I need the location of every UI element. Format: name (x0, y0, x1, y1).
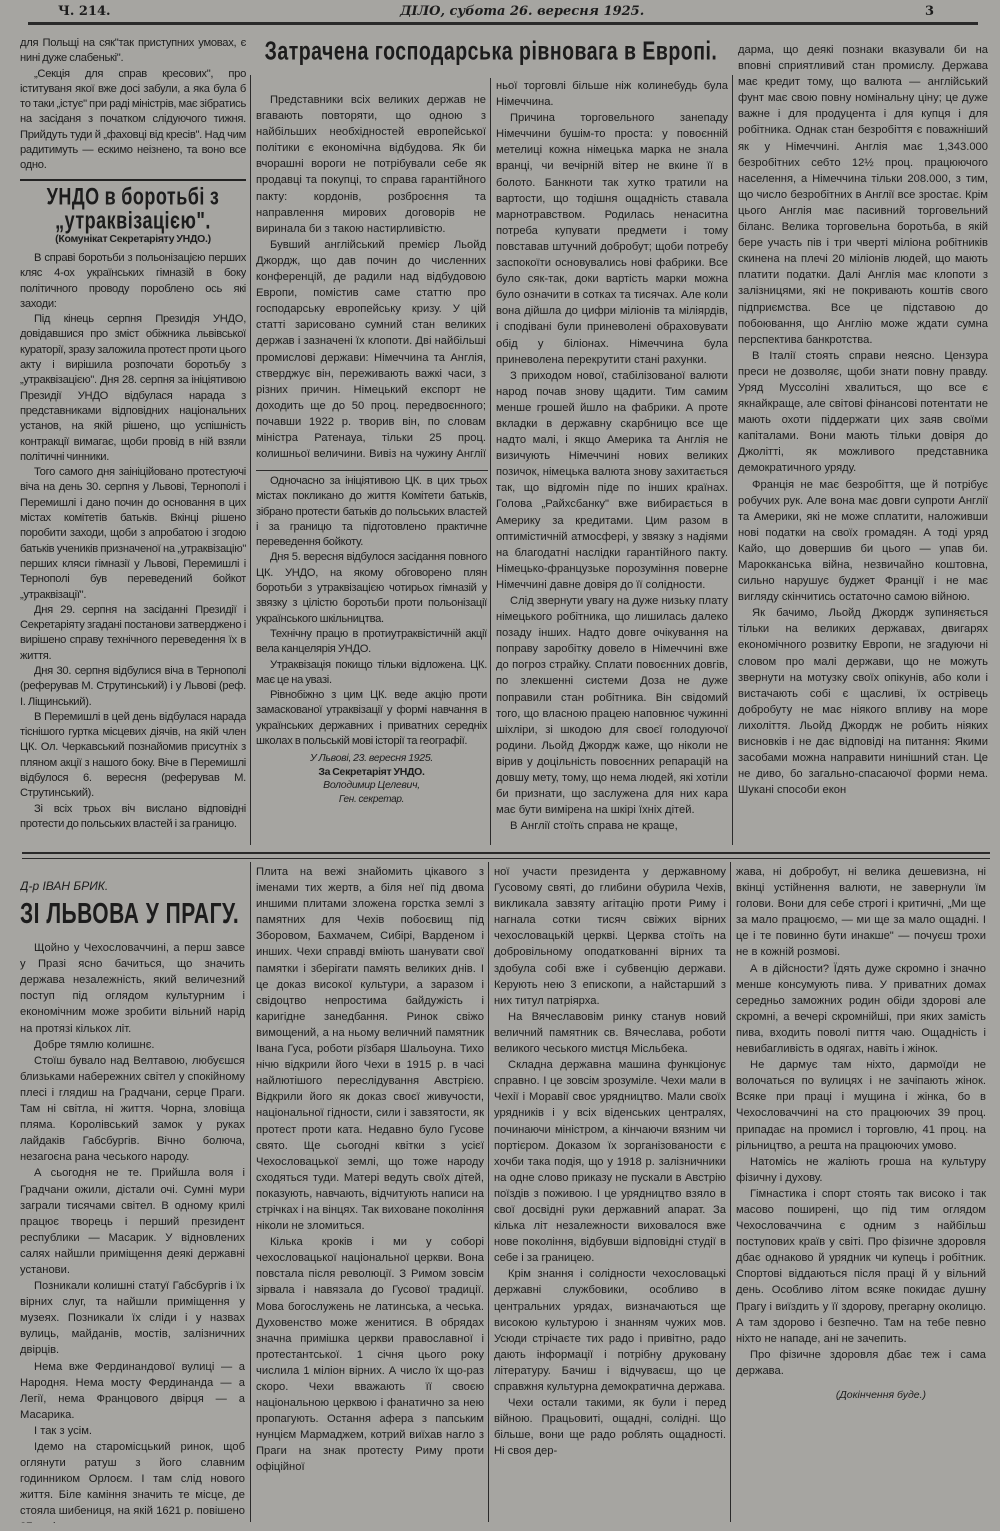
issue-number: Ч. 214. (58, 4, 111, 19)
section-divider (256, 470, 488, 471)
page-number: 3 (925, 4, 935, 19)
column-top-1: для Польщі на сяк"так приступних умовах, є нині дуже слабенькі". „Секція для справ кресових", про іституваня якої вже досі забули, а яка була б то таки „істує" при раді міністрів, має зібратись на засіданя з початком слідуючого тижня. Прийдуть туди й „фаховці від кресів". Над чим радитимуть — ескимо неізнено, та воно все одно. УНДО в боротьбі з „утраквізацією". (Комунікат Секретаріяту УНДО.) В справі боротьби з польонізацією перших кляс 4-ох українських гімназій в боку політичного проводу пороблено ось які заходи: Під кінець серпня Президія УНДО, довідавшися про зміст обіжника львівської кураторії, зразу заложила протест проти цього акту і вирішила розпочати боротьбу з „утраквізацією". Дня 28. серпня за ініціятивою Президії УНДО відбулася нарада з представниками відповідних національних установ, на якій рішено, що успішність контракції вимагає, щоби провід в ній взяли політичні чинники. Того самого дня заініційовано протестуючі віча на день 30. серпня у Львові, Тернополі і Перемишлі і дано почин до основання в цих містах комітетів батьків. Вкінці рішено поробити заходи, щоби з апробатою і згодою батьків учеників призначеної на „утраквізацію" перших кляси гімназії у Львові, Перемишлі і Тернополі був переведений бойкот „утраквізації". Дня 29. серпня на засіданні Президії і Секретаріяту згадані постанови затверджено і вирішено справу технічного переведення їх в життя. Дня 30. серпня відбулися віча в Тернополі (реферував М. Струтинський) і у Львові (реф. І. Ліщинський). В Перемишлі в цей день відбулася нарада тіснішого гуртка місцевих діячів, на якій член ЦК. Ол. Черкавський познайомив присутніх з пляном акції з нашого боку. Віче в Перемишлі відбулося 6. вересня (реферував М. Струтинський). Зі всіх трьох віч вислано відповідні протести до польських властей і за границю. (20, 37, 246, 830)
prev-article-tail: для Польщі на сяк"так приступних умовах, є нині дуже слабенькі". „Секція для справ кресових", про іституваня якої вже досі забули, а яка була б то таки „істує" при раді міністрів, має зібратись на засіданя з початком слідуючого тижня. Прийдуть туди й „фаховці від кресів". Над чим радитимуть — ескимо неізнено, та воно все одно. (20, 37, 246, 172)
signer: Володимир Целевич, (323, 779, 420, 792)
prague-column-1: Д-р ІВАН БРИК. ЗІ ЛЬВОВА У ПРАГУ. Щойно у Чехословаччині, а перш завсе у Празі ясно бачиться, що значить держава незалежність, який величезний поступ під оглядом культурним і економічним може зробити вільний нарід на протязі кількох літ. Добре тямлю колишнє. Стоїш бувало над Велтавою, любуєшся близьками набережних світел у спокійному плесі і глядиш на Градчани, серце Праги. Там ні світла, ні життя. Чорна, зловіща пляма. Королівський замок у руках лайдаків Габсбургів. Вічно болюча, незагоєна рана чеського народу. А сьогодня не те. Прийшла воля і Градчани ожили, дістали очі. Сумні мури заграли тисячами світел. В одному крилі працює творець і перший президент республики — Масарик. У відновлених салях найшли приміщення деякі державні установи. Позникали колишні статуї Габсбургів і їх вірних слуг, та найшли приміщення у музеях. Позникали їх сліди і у назвах вулиць, майданів, мостів, залізничних двірців. Нема вже Фердинандової вулиці — а Народня. Нема мосту Фердинанда — а Легії, нема Францового двірця — а Масарика. І так з усім. Ідемо на старомісцький ринок, щоб оглянути ратуш з його славним годинником Орлоєм. І там слід нового життя. Біле каміння значить те місце, де стояла шибениця, на якій 1621 р. повішено (20, 879, 245, 1518)
masthead: ДІЛО, субота 26. вересня 1925. (400, 4, 645, 19)
europe-column-3: дарма, що деякі познаки вказували би на вповні сприятливий стан промислу. Держава має кредит тому, що валюта — англійський фунт має свою повну номінальну ціну; це дуже важне і для продуцента і для купця і для робітника. Однак стан безробіття є поважніший як у Німеччині. Англія має 1,343.000 безробітних себто 12½ проц. працюючого населення, а Німеччина тільки 208.000, з тим, що число безробітних в Англії все зростає. Крім цього Англія має пасивний торговельний біланс. Велика торговельна боротьба, в якій бере участь пів і три чверті міліона робітників скинена на плечі 20 міліонів людей, що мають платити податки. Далі Англія має клопоти з залізницями, які не покривають коштів свого підприємства. Все це підставою до побоювання, що Англію може ждати сумна перспектива банкротства. В Італії стоять справи неясно. Цензура преси не дозволяє, щоби знати повну правду. Уряд Муссоліні хвалиться, що все є якнайкраще, але світові фінансові потентати не мають охоти піддержати цих заяв своїми капіталами. Вони мають тільки довіря до Джолітті, як можливого представника демократичного уряду. Франція не має безробіття, ще й потрібує робучих рук. Але вона має довги супроти Англії та Америки, які не може сплатити, наложивши нові податки на своїх громадян. А тоді уряд Кайо, що довершив би цього — упав би. Марокканська війна, незвичайно коштовна, сильно нарушує буджет Франції і не має вигляду скінчитись остаточно самою війною. Як бачимо, Льойд Джордж зупиняється тільки на великих державах, двигарях економічного розвитку Европи, не згадуючи ні словом про малі держави, що не можуть звернути на мотузку своїх опікунів, або коли і вистачають собі є щасливі, їх острівець добробуту не має ніякого впливу на море лихоліття. Льойд Джордж не робить ніяких висновків і не дає відповіді на питання: Якими засобами можна направити нинішний стан. Це не диво, бо загально-спасаючої форми нема. Шукані способи екон (738, 44, 988, 797)
undo-article-subtitle: (Комунікат Секретаріяту УНДО.) (55, 232, 211, 245)
prague-article-title: ЗІ ЛЬВОВА У ПРАГУ. (20, 898, 240, 930)
signed-for: За Секретаріят УНДО. (318, 765, 425, 778)
europe-column-1: Представники всіх великих держав не вгавають повторяти, що одною з найбільших необхідностей европейської політики є економічна відбудова. Як би вчорашні вороги не потрібували себе як продавці та покупці, то справа гарантійного пакту: кордонів, розброєння та направлення мирових договорів не виринала би з такою настирливістю. Бувший англійський премієр Льойд Джордж, що дав почин до численних конференцій, де радили над відбудовою Европи, помістив саме статтю про господарську европейську кризу. У цій статті зарисовано сумний стан великих держав і зазначені їх клопоти. Дві найбільші промислові держави: Німеччина та Англія, стверджує він, переживають важкі часи, з різних причин. Німецький експорт не доходить ще до 50 проц. передвоєнного; почавши 1922 р. творив він, по словам міністра Ратенауа, тільки 25 проц. колишньої величини. Вивіз на чужину Англії (256, 94, 486, 461)
prague-column-3: ної участи президента у державному Гусовому святі, до глибини обурила Чехів, викликала завзяту агітацію проти Риму і нагнала сотки тисяч свіжих вірних чехословацькій церкві. Церква стоїть на добровільному оподаткованні вірних та здобула собі вже і субвенцію держави. Керують нею 3 епископи, а найстарший з них титул патріярха. На Вячеславовім ринку станув новий величний памятник св. Вячеслава, роботи великого чеського мистця Місльбека. Складна державна машина функціонує справно. І це зовсім зрозуміле. Чехи мали в Чехії і Моравії своє урядництво. Мали своїх урядників і у всіх віденських централях, починаючи міністром, а кінчаючи вязним чи портієром. Доказом їх зорганізованости є хочби така подія, що у 1918 р. залізничники на одне слово приказу не пускали в Австрію поїздів з поживою. І це урядництво взяло в свої досвідні руки державний апарат. За кілька літ незалежности виховалося вже нове покоління, відбувши відповідні студії в себе і за границею. Крім знання і солідности чехословацькі державні службовики, особливо в центральних урядах, визначаються ще високою культурою і знанням чужих мов. Усюди стрічаєте тих радо і привітно, радо дають інформації і потрібну друковану літературу. Бачиш і відчуваєш, що це справжня культурна демократична держава. Чехи остали такими, як були і перед війною. Працьовиті, ощадні, солідні. Що більше, вони ще радо роблять ощадності. Ні своя дер- (494, 866, 726, 1458)
column-divider (250, 75, 251, 845)
signer-role: Ген. секретар. (338, 793, 405, 805)
undo-continuation: Одночасно за ініціятивою ЦК. в цих трьох містах покликано до життя Комітети батьків, зібрано протести батьків до польських властей і за границю та підготовлено практичне переведення бойкоту. Дня 5. вересня відбулося засідання повного ЦК. УНДО, на якому обговорено плян боротьби з утраквізацією чотирьох гімназій у звязку з цілістю боротьби проти польонізації українського шкільництва. Технічну працю в протиутраквістичній акції вела канцелярія УНДО. Утраквізація покищо тільки відложена. ЦК. має це на увазі. Рівнобіжно з цим ЦК. веде акцію проти замаскованої утраквізації у формі навчання в українських державних і приватних середніх школах в польській мові історії та географії. У Львові, 23. вересня 1925. За Секретаріят УНДО. Володимир Целевич, Ген. секретар. (256, 475, 487, 805)
prague-column-4: жава, ні добробут, ні велика дешевизна, ні вкінці устійнення валюти, не завернули їм голови. Вони для себе строгі і критичні, „Ми ще за мало працюємо, — ми ще за мало ощадні. І це і те повинно бути инакше" — почуєш трохи не в кожній розмові. А в дійсности? Їдять дуже скромно і значно менше консумують пива. У приватних домах середньо заможних родин обіди здорові але скромні, а вечері скромнійші, при яких замість пива, входить поволі пиття чаю. Ощадність і невибагливість в одягах, навіть і жінок. Не дармує там ніхто, дармоїди не волочаться по вулицях і не зачіпають жінок. Всяке при праці і мущина і жінка, бо в Чехословаччині на сто працюючих 39 проц. припадає на промисл і торговлю, 41 проц. на рільництво, а решта на працюючих умово. Натомісь не жаліють гроша на культуру фізичну і духову. Гімнастика і спорт стоять так високо і так масово поширені, що під тим оглядом Чехословаччина є одним з найбільш поступових країв у світі. Про фізичне здоровля дбає однаково й урядник чи купець і робітник. Спортові віддаються після праці й у вільний день. Особливо літом всяке покидає душну Прагу і виїздить у її здорову, прегарну околицю. А там здорово і безпечно. Там на тебе певно ніхто не нападе, ані не зачепить. Про фізичне здоровля дбає теж і сама держава. (Докінчення буде.) (736, 864, 986, 1524)
column-divider (488, 862, 489, 1522)
place-date: У Львові, 23. вересня 1925. (310, 752, 433, 765)
europe-article-title: Затрачена господарська рівновага в Европі. (264, 36, 718, 67)
column-divider (490, 78, 491, 845)
author: Д-р ІВАН БРИК. (20, 879, 109, 893)
header-rule (28, 22, 978, 25)
undo-article-title: УНДО в боротьбі з „утраквізацією". (46, 182, 220, 234)
europe-column-2: ньої торговлі більше ніж колинебудь була Німеччина. Причина торговельного занепаду Німеччини бушім-то проста: у повоєнній метелиці кожна німецька марка не знала вранці, чи вечірній вітер не вкине її в болото. Банкноти так хутко тратили на вартости, що тодішня ощадність ставала марнотравством. Родилась ненаситна потреба купувати предмети і тому повставав штучний добробут; щоби потребу заспокоїти основувались нові фабрики. Все було сяк-так, доки вартість марки можна було означити в сотках та тисячах. Але коли вона дійшла до цифри міліонів та міліярдів, і сподівані були приневолені обраховувати обід у біліонах. Німеччина була приневолена перекрутити стані рахунки. З приходом нової, стабілізованої валюти народ почав знову щадити. Тим самим менше грошей йшло на фабрики. А проте вкладки в державну скарбницю все ще надто малі, і якщо Америка та Англія не визичують Німеччині нових великих позичок, німецька валюта знову захитається так, що відгомін піде по інших країнах. Голова „Райхсбанку" вже вибирається в Америку за кредитами. Цим разом в оптимістичній атмосфері, у звязку з надіями на благодатні наслідки гарантійного пакту. Німецько-французьке порозуміння поверне Німеччині давне довіря до її солідности. Слід звернути увагу на дуже низьку плату німецького робітника, що лишилась далеко позаду інших. Надто довге очікування на поправу заробітку довело в Німеччині вже до погроз страйку. Сплати повоєнних довгів, по злекшенні системи Доза не дуже поправили стан робітника. Він свідомий того, що власною працею наповнює чужинні шіхліри, зі шкодою для своєї голодуючої родини. Льойд Джордж каже, що ніколи не вірив у доцільність повоєнних репарацій на довшу мету, тому, що нема людей, які хотіли би признати, що заслужена для них кара має бути вимірена на шкірі їхніх дітей. В Англії стоїть справа не краще, (496, 80, 728, 833)
prague-column-2: Плита на вежі знайомить цікавого з іменами тих жертв, а біля неї під двома иншими плитами зложена горстка землі з памятних для Чехів побоєвищ під Зборовом, Бахмачем, Сибірі, Варденом і инших. Чехи справді вміють шанувати свої памятки і зберігати память великих днів. І це доказ високої культури, а заразом і свідоцтво непростима байдужість і каригідне занедбання. Ринок свіжо вимощений, а на ньому величний памятник Івана Гуса, роботи рїзбаря Шальоуна. Тихо нічю відкрили його Чехи в 1915 р. в часі найлютішого переслідування Австрією. Відкрили його як доказ своєї живучости, національної гідности, сили і завзятости, як протест проти ката. Недавно було Гусове свято. Ще сьогодні квітки з усієї Чехословацької землі, що тоже народу сходяться туди. Матері ведуть своїх дітей, показують, навчають, відчитують написи на стрічках і на вінцях. Так виховане покоління ніколи не зломиться. Кілька кроків і ми у соборі чехословацької національної церкви. Вона повстала після революції. З Римом зовсім зірвала і навязала до Гусової традиції. Мова богослужень не латинська, а чеська. Духовенство може женитися. В обрядах значна примішка церкви православної і протестантської. 1 січня цього року числила 1 міліон вірних. А число їх що-раз скоро. Чехи вважають її своєю національною церквою і фанатично за нею пропагують. Остання афера з папським нунцієм Мармаджем, котрий виїхав нагло з Праги на знак протесту Риму проти офіційної (256, 866, 484, 1474)
section-rule (22, 858, 990, 859)
continued-note: (Докінчення буде.) (835, 1389, 926, 1401)
column-divider (732, 75, 733, 845)
column-divider (730, 862, 731, 1522)
column-divider (250, 862, 251, 1522)
section-rule (22, 852, 990, 854)
